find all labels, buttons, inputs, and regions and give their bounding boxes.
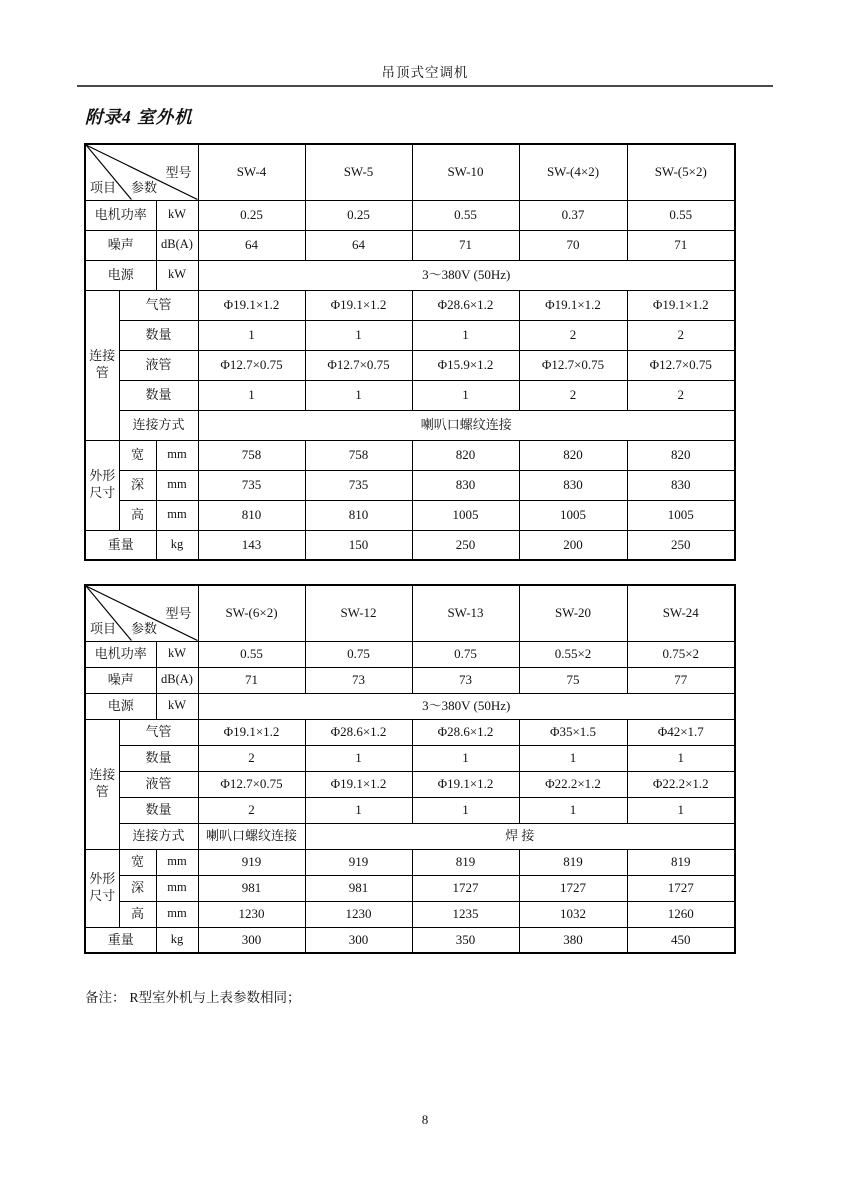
row-label: 数量 (119, 745, 198, 771)
model-header: SW-(4×2) (519, 144, 627, 200)
value-cell: 3～380V (50Hz) (198, 693, 735, 719)
value-cell: 735 (305, 470, 412, 500)
value-cell: 1727 (519, 875, 627, 901)
value-cell: 1032 (519, 901, 627, 927)
value-cell: Φ19.1×1.2 (412, 771, 519, 797)
value-cell: 73 (305, 667, 412, 693)
value-cell: 1 (519, 797, 627, 823)
value-cell: Φ12.7×0.75 (519, 350, 627, 380)
row-label: 宽 (119, 849, 156, 875)
value-cell: 2 (519, 320, 627, 350)
value-cell: 1 (198, 320, 305, 350)
table-row (85, 771, 735, 797)
unit-cell: kg (156, 530, 198, 560)
table-row (85, 260, 735, 290)
row-label: 气管 (119, 719, 198, 745)
value-cell: 735 (198, 470, 305, 500)
value-cell: Φ19.1×1.2 (198, 290, 305, 320)
value-cell: 71 (198, 667, 305, 693)
value-cell: 0.25 (198, 200, 305, 230)
value-cell: 919 (305, 849, 412, 875)
row-label: 噪声 (85, 667, 156, 693)
row-label: 液管 (119, 771, 198, 797)
row-label: 数量 (119, 320, 198, 350)
row-label: 重量 (85, 927, 156, 953)
value-cell: 819 (519, 849, 627, 875)
value-cell: 1727 (627, 875, 735, 901)
corner-param-label: 参数 (131, 180, 158, 196)
value-cell: 焊 接 (305, 823, 735, 849)
value-cell: 2 (627, 320, 735, 350)
table-row (85, 927, 735, 953)
value-cell: Φ22.2×1.2 (627, 771, 735, 797)
unit-cell: mm (156, 440, 198, 470)
value-cell: 830 (627, 470, 735, 500)
row-label: 数量 (119, 380, 198, 410)
value-cell: 0.55 (627, 200, 735, 230)
value-cell: Φ35×1.5 (519, 719, 627, 745)
value-cell: Φ28.6×1.2 (412, 290, 519, 320)
value-cell: 758 (305, 440, 412, 470)
value-cell: 810 (305, 500, 412, 530)
row-label: 噪声 (85, 230, 156, 260)
value-cell: 1 (198, 380, 305, 410)
spec-table-2 (84, 584, 736, 954)
value-cell: 0.75 (412, 641, 519, 667)
row-label: 连接方式 (119, 410, 198, 440)
value-cell: 300 (198, 927, 305, 953)
model-header: SW-5 (305, 144, 412, 200)
value-cell: 250 (627, 530, 735, 560)
value-cell: 1727 (412, 875, 519, 901)
unit-cell: mm (156, 901, 198, 927)
value-cell: 0.55×2 (519, 641, 627, 667)
value-cell: 1 (412, 797, 519, 823)
table-row (85, 440, 735, 470)
spec-table-1-wrap (84, 143, 736, 561)
row-label: 电源 (85, 260, 156, 290)
value-cell: 250 (412, 530, 519, 560)
value-cell: 919 (198, 849, 305, 875)
row-label: 重量 (85, 530, 156, 560)
value-cell: 150 (305, 530, 412, 560)
model-header: SW-4 (198, 144, 305, 200)
page-number: 8 (421, 1112, 429, 1127)
row-label: 高 (119, 500, 156, 530)
row-label: 电机功率 (85, 200, 156, 230)
model-header: SW-(5×2) (627, 144, 735, 200)
header-rule (77, 85, 773, 87)
value-cell: 71 (412, 230, 519, 260)
value-cell: 1 (627, 745, 735, 771)
corner-param-label: 参数 (131, 621, 158, 637)
value-cell: 0.55 (412, 200, 519, 230)
value-cell: 830 (519, 470, 627, 500)
diagonal-corner-cell (85, 585, 198, 641)
unit-cell: mm (156, 500, 198, 530)
value-cell: 820 (627, 440, 735, 470)
table-row (85, 667, 735, 693)
model-header: SW-24 (627, 585, 735, 641)
corner-model-label: 型号 (165, 606, 192, 621)
unit-cell: mm (156, 849, 198, 875)
value-cell: 1 (412, 745, 519, 771)
value-cell: Φ15.9×1.2 (412, 350, 519, 380)
value-cell: Φ12.7×0.75 (305, 350, 412, 380)
value-cell: 819 (412, 849, 519, 875)
corner-item-label: 项目 (90, 180, 117, 196)
value-cell: Φ19.1×1.2 (305, 771, 412, 797)
value-cell: 73 (412, 667, 519, 693)
value-cell: 75 (519, 667, 627, 693)
unit-cell: mm (156, 875, 198, 901)
row-label: 电机功率 (85, 641, 156, 667)
table-row (85, 797, 735, 823)
value-cell: Φ12.7×0.75 (627, 350, 735, 380)
value-cell: 1005 (412, 500, 519, 530)
value-cell: 1230 (305, 901, 412, 927)
model-header-row (85, 585, 735, 641)
unit-cell: kg (156, 927, 198, 953)
value-cell: 2 (198, 797, 305, 823)
row-label: 连接方式 (119, 823, 198, 849)
page-title: 附录4 室外机 (85, 107, 193, 127)
table-row (85, 380, 735, 410)
value-cell: 0.55 (198, 641, 305, 667)
table-row (85, 200, 735, 230)
value-cell: 1 (519, 745, 627, 771)
group-label: 外形尺寸 (85, 440, 119, 530)
value-cell: 64 (198, 230, 305, 260)
row-label: 电源 (85, 693, 156, 719)
table-row (85, 500, 735, 530)
value-cell: 300 (305, 927, 412, 953)
value-cell: Φ12.7×0.75 (198, 771, 305, 797)
footnote-text: R型室外机与上表参数相同； (129, 990, 301, 1005)
corner-model-label: 型号 (165, 165, 192, 180)
row-label: 气管 (119, 290, 198, 320)
value-cell: Φ12.7×0.75 (198, 350, 305, 380)
row-label: 液管 (119, 350, 198, 380)
value-cell: 380 (519, 927, 627, 953)
value-cell: 1005 (627, 500, 735, 530)
diagonal-corner-cell (85, 144, 198, 200)
value-cell: 143 (198, 530, 305, 560)
value-cell: 758 (198, 440, 305, 470)
value-cell: Φ28.6×1.2 (305, 719, 412, 745)
group-label: 连接管 (85, 719, 119, 849)
value-cell: 819 (627, 849, 735, 875)
value-cell: 64 (305, 230, 412, 260)
value-cell: 喇叭口螺纹连接 (198, 823, 305, 849)
unit-cell: kW (156, 260, 198, 290)
row-label: 宽 (119, 440, 156, 470)
model-header-row (85, 144, 735, 200)
table-row (85, 693, 735, 719)
value-cell: 1235 (412, 901, 519, 927)
value-cell: 350 (412, 927, 519, 953)
value-cell: 70 (519, 230, 627, 260)
value-cell: 2 (627, 380, 735, 410)
value-cell: 1 (305, 320, 412, 350)
table-row (85, 719, 735, 745)
value-cell: 0.37 (519, 200, 627, 230)
running-header: 吊顶式空调机 (381, 65, 469, 80)
value-cell: Φ19.1×1.2 (519, 290, 627, 320)
value-cell: 2 (198, 745, 305, 771)
group-label: 外形尺寸 (85, 849, 119, 927)
table-row (85, 320, 735, 350)
table-row (85, 849, 735, 875)
value-cell: Φ42×1.7 (627, 719, 735, 745)
spec-table-1 (84, 143, 736, 561)
value-cell: 1 (305, 380, 412, 410)
table-row (85, 470, 735, 500)
model-header: SW-12 (305, 585, 412, 641)
value-cell: 820 (519, 440, 627, 470)
value-cell: 830 (412, 470, 519, 500)
value-cell: 810 (198, 500, 305, 530)
value-cell: 981 (198, 875, 305, 901)
table-row (85, 901, 735, 927)
model-header: SW-13 (412, 585, 519, 641)
unit-cell: kW (156, 693, 198, 719)
value-cell: Φ22.2×1.2 (519, 771, 627, 797)
corner-item-label: 项目 (90, 621, 117, 637)
value-cell: 2 (519, 380, 627, 410)
row-label: 深 (119, 470, 156, 500)
row-label: 数量 (119, 797, 198, 823)
table-row (85, 641, 735, 667)
value-cell: 71 (627, 230, 735, 260)
model-header: SW-(6×2) (198, 585, 305, 641)
value-cell: 0.25 (305, 200, 412, 230)
model-header: SW-10 (412, 144, 519, 200)
table-row (85, 230, 735, 260)
value-cell: Φ19.1×1.2 (305, 290, 412, 320)
value-cell: 1260 (627, 901, 735, 927)
value-cell: 1 (412, 380, 519, 410)
value-cell: 1 (412, 320, 519, 350)
model-header: SW-20 (519, 585, 627, 641)
value-cell: 喇叭口螺纹连接 (198, 410, 735, 440)
value-cell: 1230 (198, 901, 305, 927)
footnote (85, 986, 305, 1006)
unit-cell: mm (156, 470, 198, 500)
value-cell: 981 (305, 875, 412, 901)
table-row (85, 350, 735, 380)
table-row (85, 290, 735, 320)
value-cell: 1 (305, 797, 412, 823)
value-cell: 1 (305, 745, 412, 771)
value-cell: Φ28.6×1.2 (412, 719, 519, 745)
spec-table-2-wrap (84, 584, 736, 954)
table-row (85, 410, 735, 440)
footnote-label: 备注： (85, 990, 126, 1005)
row-label: 高 (119, 901, 156, 927)
unit-cell: kW (156, 200, 198, 230)
value-cell: 450 (627, 927, 735, 953)
row-label: 深 (119, 875, 156, 901)
value-cell: 0.75×2 (627, 641, 735, 667)
value-cell: Φ19.1×1.2 (627, 290, 735, 320)
value-cell: 1005 (519, 500, 627, 530)
table-row (85, 875, 735, 901)
unit-cell: dB(A) (156, 667, 198, 693)
unit-cell: kW (156, 641, 198, 667)
value-cell: 77 (627, 667, 735, 693)
value-cell: 820 (412, 440, 519, 470)
unit-cell: dB(A) (156, 230, 198, 260)
value-cell: Φ19.1×1.2 (198, 719, 305, 745)
value-cell: 3～380V (50Hz) (198, 260, 735, 290)
value-cell: 0.75 (305, 641, 412, 667)
value-cell: 200 (519, 530, 627, 560)
value-cell: 1 (627, 797, 735, 823)
table-row (85, 530, 735, 560)
table-row (85, 823, 735, 849)
group-label: 连接管 (85, 290, 119, 440)
table-row (85, 745, 735, 771)
